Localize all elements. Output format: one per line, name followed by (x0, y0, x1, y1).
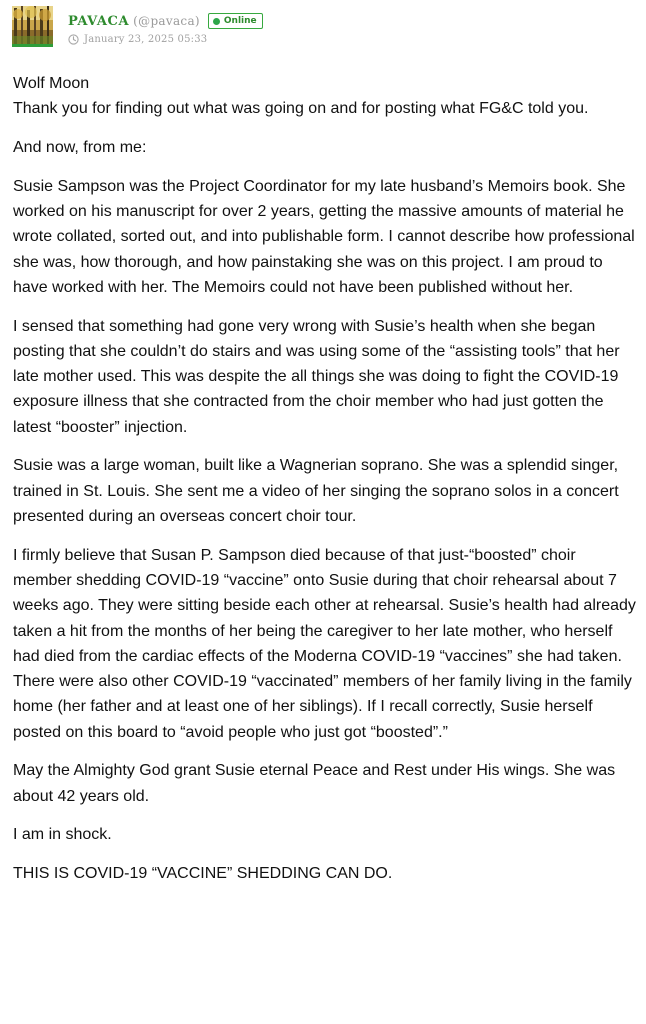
avatar[interactable] (12, 6, 53, 47)
post-paragraph: I am in shock. (13, 826, 112, 844)
post-paragraph: Susie Sampson was the Project Coordinator for my late husband’s Memoirs book. She worked on his manuscript for over 2 years, getting the massive amounts of material he wrote collated, sorted out, and into publishable form. I cannot describe how professional she was, how thorough, and how painstaking she was on this project. I am proud to have worked with her. The Memoirs could not have been published without her. (13, 177, 635, 296)
post-paragraph: I firmly believe that Susan P. Sampson died because of that just-“boosted” choir member shedding COVID-19 “vaccine” onto Susie during that choir rehearsal about 7 weeks ago. They were sitting beside each other at rehearsal. Susie’s health had already taken a hit from the months of her being the caregiver to her late mother, who herself had died from the cardiac effects of the Moderna COVID-19 “vaccines” she had taken. There were also other COVID-19 “vaccinated” members of her family living in the family home (her father and at least one of her siblings). If I recall correctly, Susie herself posted on this board to “avoid people who just got “boosted”.” (13, 546, 636, 741)
post-header (12, 4, 632, 50)
post-paragraph: And now, from me: (13, 138, 147, 156)
post-paragraph: THIS IS COVID-19 “VACCINE” SHEDDING CAN DO. (13, 865, 393, 883)
status-badge-label: Online (223, 16, 257, 26)
post-paragraph (13, 71, 638, 122)
post-body (13, 71, 638, 900)
post-paragraph: May the Almighty God grant Susie eternal Peace and Rest under His wings. She was about 42 years old. (13, 762, 616, 805)
author-handle: (@pavaca) (133, 14, 200, 28)
author-line (68, 12, 263, 30)
post-line: Thank you for finding out what was going on and for posting what FG&C told you. (13, 100, 589, 118)
status-badge (208, 13, 263, 29)
post-line: Wolf Moon (13, 75, 90, 92)
post-paragraph: I sensed that something had gone very wrong with Susie’s health when she began posting that she couldn’t do stairs and was using some of the “assisting tools” that her late mother used. This was despite the all things she was doing to fight the COVID-19 exposure illness that she contracted from the choir member who had just gotten the latest “booster” injection. (13, 317, 620, 436)
timestamp-text: January 23, 2025 05:33 (84, 34, 208, 45)
online-dot-icon (213, 18, 220, 25)
clock-icon (68, 34, 79, 45)
post-timestamp (68, 34, 207, 45)
author-name[interactable]: PAVACA (68, 13, 130, 29)
post-paragraph: Susie was a large woman, built like a Wagnerian soprano. She was a splendid singer, trained in St. Louis. She sent me a video of her singing the soprano solos in a concert presented during an overseas concert choir tour. (13, 457, 619, 526)
forest-avatar-image (12, 6, 53, 44)
